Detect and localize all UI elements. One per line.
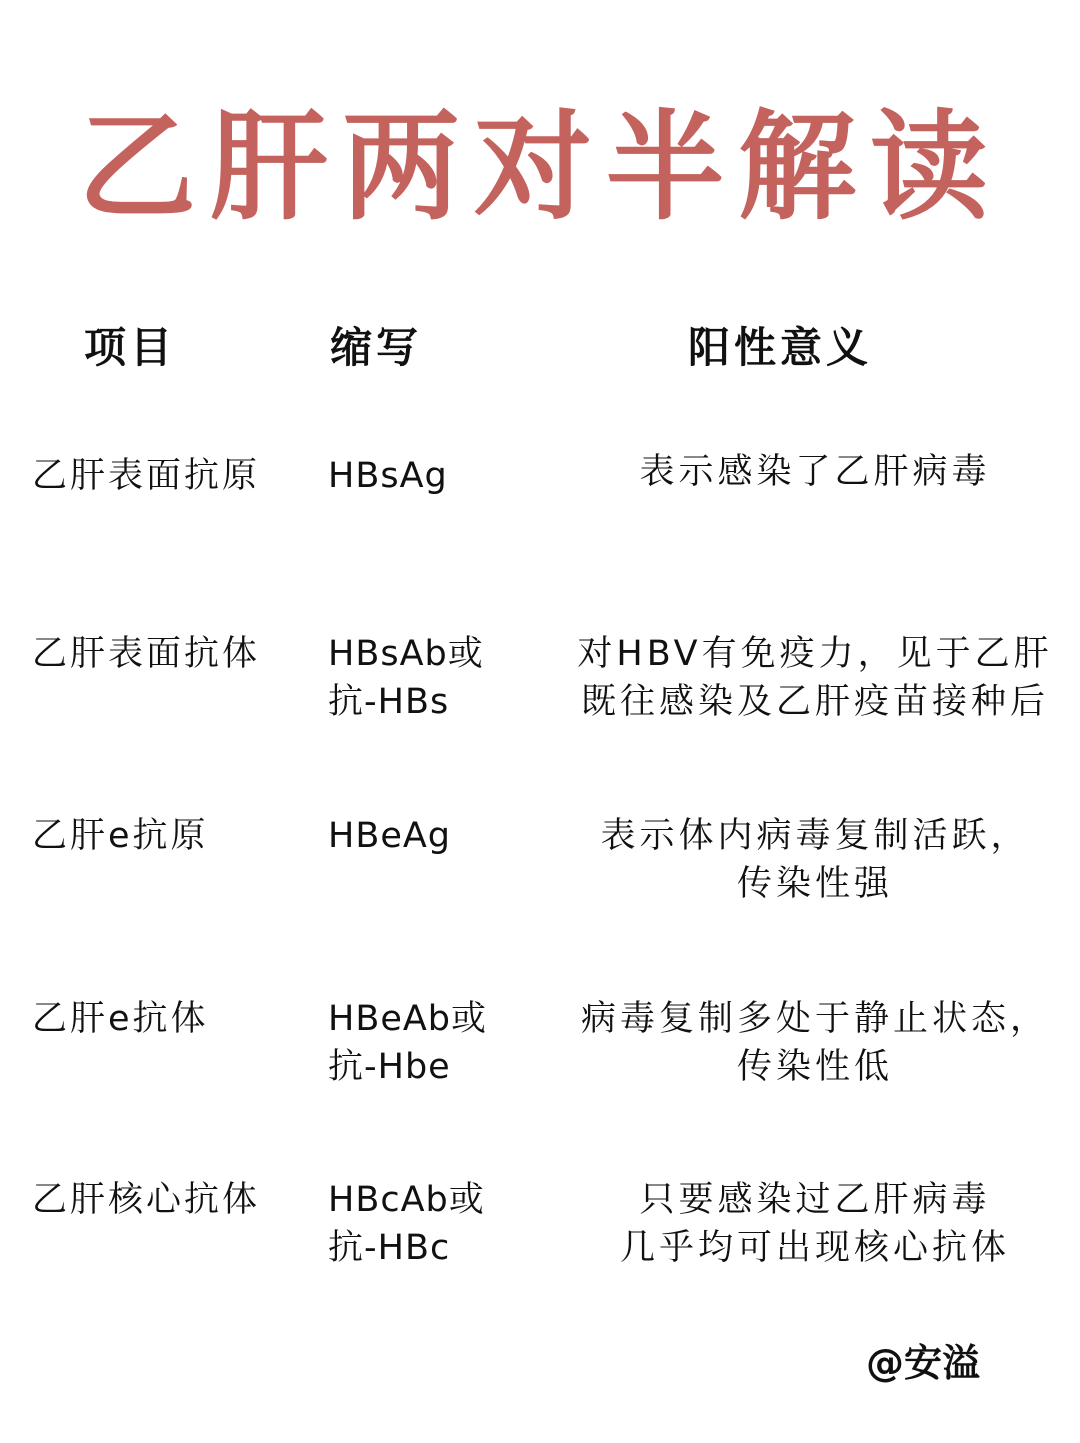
abbreviation-line: HBsAb或 — [328, 634, 484, 674]
meaning-line: 传染性强 — [736, 864, 893, 904]
meaning-line: 病毒复制多处于静止状态， — [580, 999, 1049, 1039]
abbreviation — [328, 630, 484, 726]
meaning-line: 只要感染过乙肝病毒 — [639, 1180, 991, 1220]
abbreviation-line: 抗-Hbe — [328, 1047, 451, 1087]
abbreviation-line: HBcAb或 — [328, 1180, 485, 1220]
positive-meaning — [570, 448, 1060, 496]
abbreviation — [328, 452, 448, 500]
meaning-line: 表示体内病毒复制活跃， — [600, 816, 1030, 856]
meaning-line: 对HBV有免疫力，见于乙肝 — [577, 634, 1053, 674]
abbreviation — [328, 995, 487, 1091]
author-signature: @安溢 — [866, 1341, 981, 1385]
meaning-line: 既往感染及乙肝疫苗接种后 — [580, 682, 1049, 722]
item-name: 乙肝核心抗体 — [32, 1180, 261, 1220]
abbreviation-line: HBeAb或 — [328, 999, 488, 1039]
meaning-line: 几乎均可出现核心抗体 — [619, 1228, 1010, 1268]
item-name: 乙肝e抗原 — [32, 816, 209, 856]
item-name: 乙肝表面抗原 — [32, 456, 261, 496]
page-title: 乙肝两对半解读 — [77, 97, 1002, 236]
abbreviation-line: HBeAg — [328, 816, 452, 856]
abbreviation-line: 抗-HBc — [328, 1228, 451, 1268]
abbreviation-line: HBsAg — [328, 456, 448, 496]
meaning-line: 表示感染了乙肝病毒 — [639, 452, 991, 492]
positive-meaning — [570, 1176, 1060, 1272]
positive-meaning — [570, 812, 1060, 908]
column-header-item: 项目 — [84, 323, 177, 372]
meaning-line: 传染性低 — [736, 1047, 893, 1087]
column-header-abbreviation: 缩写 — [330, 323, 423, 372]
column-header-positive-meaning: 阳性意义 — [688, 323, 873, 372]
positive-meaning — [570, 995, 1060, 1091]
abbreviation-line: 抗-HBs — [328, 682, 450, 722]
abbreviation — [328, 812, 451, 860]
abbreviation — [328, 1176, 485, 1272]
item-name: 乙肝e抗体 — [32, 999, 209, 1039]
positive-meaning — [570, 630, 1060, 726]
item-name: 乙肝表面抗体 — [32, 634, 261, 674]
